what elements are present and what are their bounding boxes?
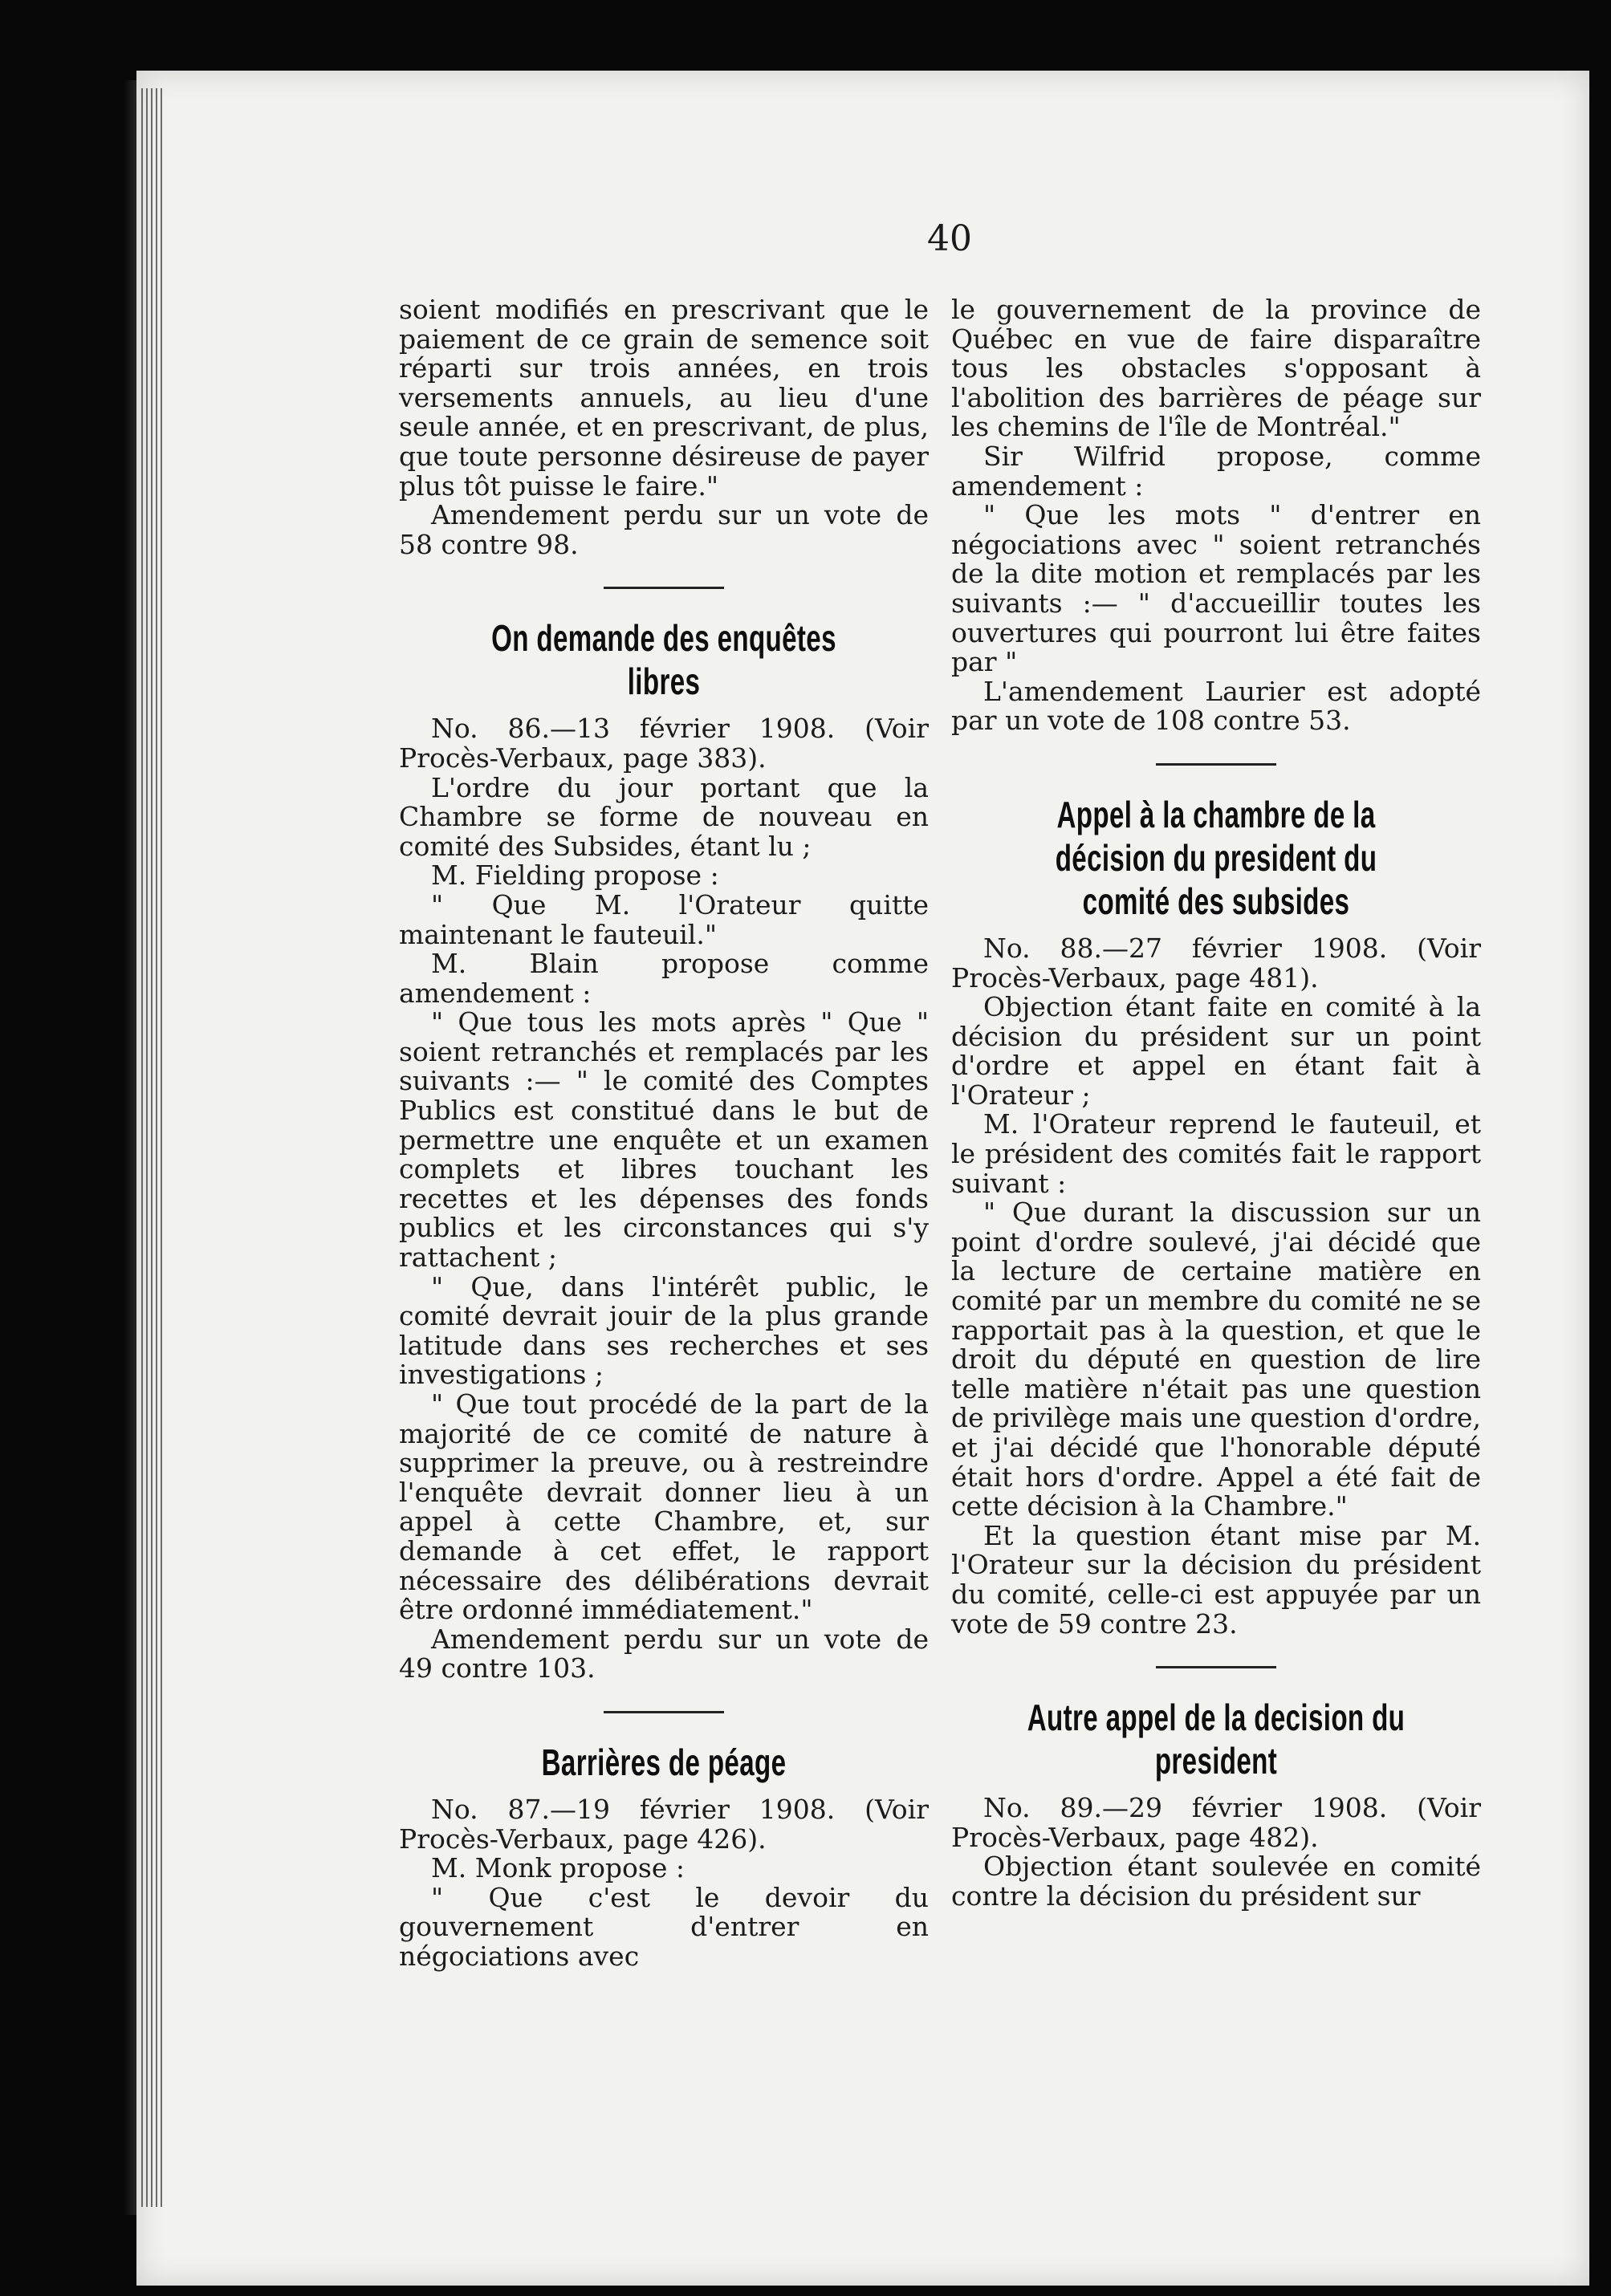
paragraph: Sir Wilfrid propose, comme amendement : — [951, 440, 1481, 502]
section-heading: Barrières de péage — [541, 1741, 787, 1783]
paragraph: soient modifiés en prescrivant que le paiement de ce grain de semence soit réparti sur trois années, en trois versements annuels, au lieu d'une seule année, et en prescrivant, de plus, que toute personne désireuse de payer plus tôt puisse le faire." — [399, 294, 929, 502]
paragraph: " Que, dans l'intérêt public, le comité devrait jouir de la plus grande latitude dans ses recherches et ses investigations ; — [399, 1270, 929, 1391]
paragraph: No. 86.—13 février 1908. (Voir Procès-Verbaux, page 383). — [399, 713, 929, 774]
paragraph: " Que tout procédé de la part de la majorité de ce comité de nature à supprimer la preuve, ou à restreindre l'enquête devrait donner lieu à un appel à cette Chambre, et, sur demande à cet effet, le rapport nécessaire des délibérations devrait être ordonné immédiatement." — [399, 1388, 929, 1626]
paragraph: M. Blain propose comme amendement : — [399, 948, 929, 1009]
paragraph: L'ordre du jour portant que la Chambre se forme de nouveau en comité des Subsides, étant lu ; — [399, 771, 929, 862]
paragraph: le gouvernement de la province de Québec en vue de faire disparaître tous les obstacles s'opposant à l'abolition des barrières de péage sur les chemins de l'île de Montréal." — [951, 294, 1481, 443]
binding-edge — [141, 88, 165, 2207]
paragraph: Amendement perdu sur un vote de 49 contre 103. — [399, 1623, 929, 1684]
paragraph: Objection étant faite en comité à la décision du président sur un point d'ordre et appel en étant fait à l'Orateur ; — [951, 991, 1481, 1111]
paragraph: M. l'Orateur reprend le fauteuil, et le président des comités fait le rapport suivant : — [951, 1108, 1481, 1199]
right-column — [951, 295, 1481, 1912]
paragraph: " Que c'est le devoir du gouvernement d'entrer en négociations avec — [399, 1881, 929, 1972]
paragraph: " Que tous les mots après " Que " soient retranchés et remplacés par les suivants :— " le comité des Comptes Publics est constitué dans le but de permettre une enquête et un examen complets et libres touchant les recettes et les dépenses des fonds publics et les circonstances qui s'y rattachent ; — [399, 1006, 929, 1274]
paragraph: M. Monk propose : — [431, 1852, 685, 1884]
section-heading: Appel à la chambre de la décision du president du comité des subsides — [1055, 793, 1377, 922]
paragraph: No. 87.—19 février 1908. (Voir Procès-Verbaux, page 426). — [399, 1793, 929, 1855]
paragraph: M. Fielding propose : — [431, 859, 719, 892]
page-number: 40 — [927, 218, 972, 259]
paragraph: L'amendement Laurier est adopté par un vote de 108 contre 53. — [951, 675, 1481, 737]
paragraph: Objection étant soulevée en comité contre la décision du président sur — [951, 1851, 1481, 1912]
paragraph: " Que M. l'Orateur quitte maintenant le fauteuil." — [399, 888, 929, 950]
paragraph: Amendement perdu sur un vote de 58 contre 98. — [399, 499, 929, 560]
paragraph: No. 89.—29 février 1908. (Voir Procès-Verbaux, page 482). — [951, 1792, 1481, 1853]
left-column — [399, 295, 929, 1972]
paragraph: " Que durant la discussion sur un point d'ordre soulevé, j'ai décidé que la lecture de certaine matière en comité par un membre du comité ne se rapportait pas à la question, et que le droit du député en question de lire telle matière n'était pas une question de privilège mais une question d'ordre, et j'ai décidé que l'honorable député était hors d'ordre. Appel a été fait de cette décision à la Chambre." — [951, 1197, 1481, 1522]
section-heading: Autre appel de la decision du president — [1027, 1697, 1406, 1782]
section-heading: On demande des enquêtes libres — [491, 617, 836, 703]
paragraph: Et la question étant mise par M. l'Orateur sur la décision du président du comité, celle-ci est appuyée par un vote de 59 contre 23. — [951, 1519, 1481, 1640]
paragraph: No. 88.—27 février 1908. (Voir Procès-Verbaux, page 481). — [951, 932, 1481, 994]
paragraph: " Que les mots " d'entrer en négociations avec " soient retranchés de la dite motion et remplacés par les suivants :— " d'accueillir toutes les ouvertures qui pourront lui être faites par " — [951, 499, 1481, 678]
